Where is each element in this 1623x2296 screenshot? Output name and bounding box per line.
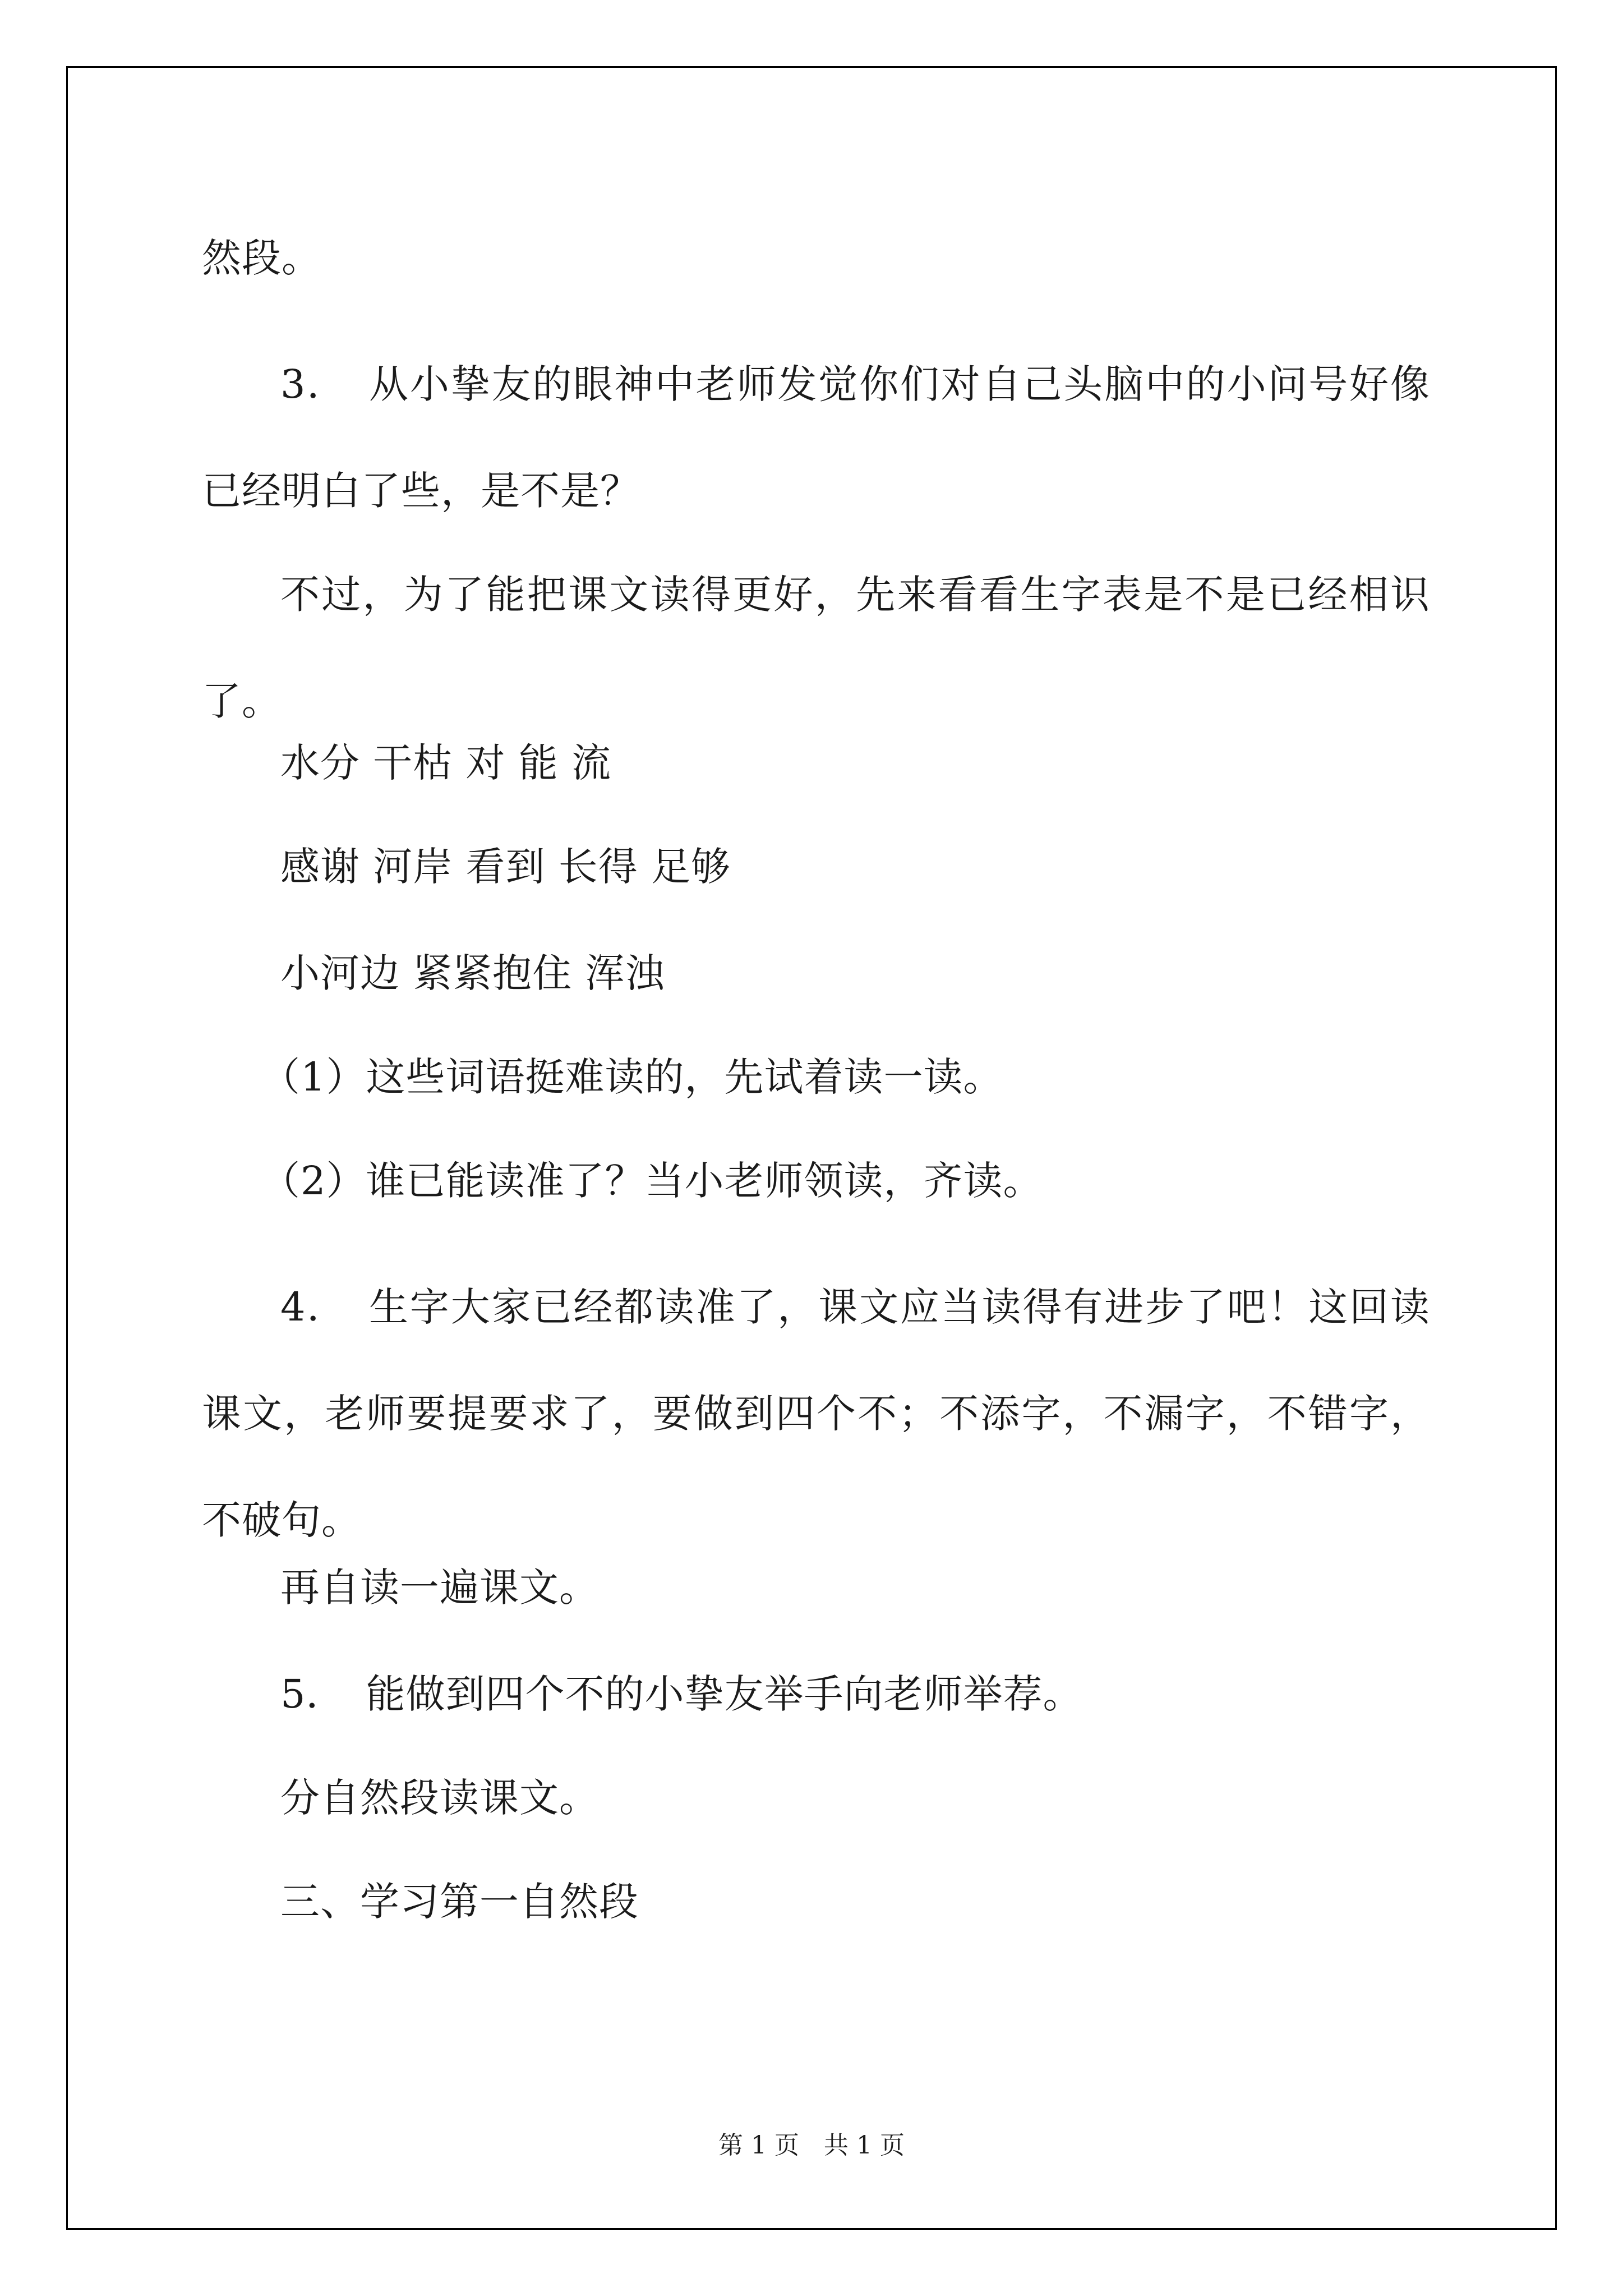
paragraph-7: （1）这些词语挺难读的，先试着读一读。 (261, 1054, 1003, 1100)
page-footer: 第 1 页 共 1 页 (718, 2131, 905, 2160)
paragraph-6: 小河边 紧紧抱住 浑浊 (280, 950, 665, 996)
paragraph-11: 5． 能做到四个不的小挚友举手向老师举荐。 (280, 1671, 1083, 1717)
paragraph-5: 感谢 河岸 看到 长得 足够 (280, 844, 731, 890)
paragraph-2: 3． 从小挚友的眼神中老师发觉你们对自己头脑中的小问号好像已经明白了些，是不是？ (202, 361, 1430, 514)
paragraph-9: 4． 生字大家已经都读准了，课文应当读得有进步了吧！这回读课文，老师要提要求了，要做到四个不；不添字，不漏字，不错字，不破句。 (202, 1284, 1430, 1543)
paragraph-12: 分自然段读课文。 (280, 1775, 599, 1821)
paragraph-3: 不过，为了能把课文读得更好，先来看看生字表是不是已经相识了。 (202, 572, 1430, 724)
paragraph-8: （2）谁已能读准了？当小老师领读，齐读。 (261, 1158, 1043, 1204)
paragraph-10: 再自读一遍课文。 (280, 1565, 599, 1611)
paragraph-4: 水分 干枯 对 能 流 (280, 740, 612, 786)
paragraph-13: 三、学习第一自然段 (280, 1879, 639, 1925)
paragraph-1: 然段。 (202, 235, 321, 281)
